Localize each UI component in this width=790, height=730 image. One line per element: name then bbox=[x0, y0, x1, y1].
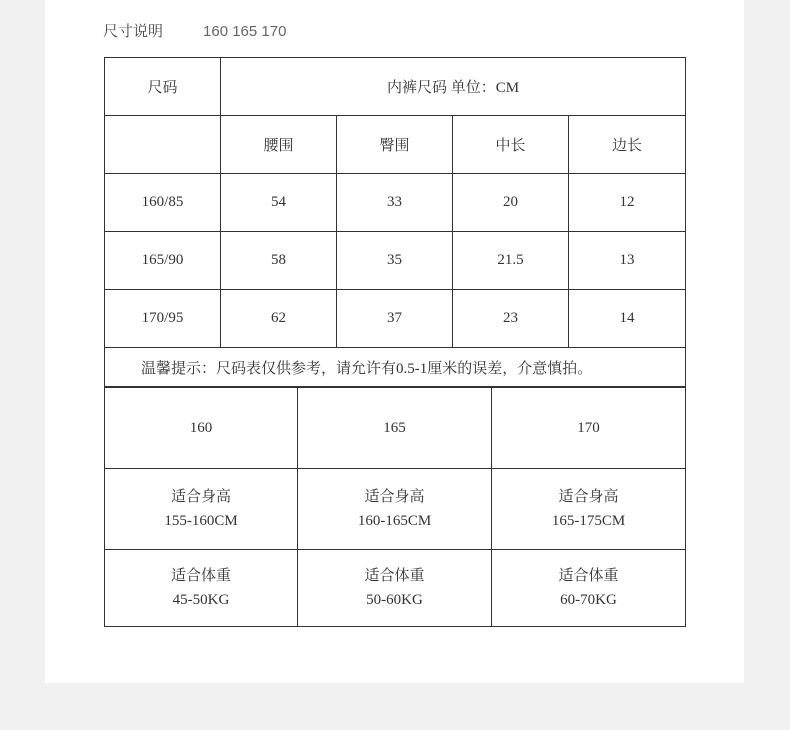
value-cell: 14 bbox=[569, 290, 686, 348]
height-label: 适合身高 bbox=[558, 489, 619, 505]
fit-weight-cell bbox=[492, 550, 686, 627]
header-title: 尺寸说明 bbox=[103, 23, 164, 40]
column-header: 臀围 bbox=[337, 116, 453, 174]
table-row bbox=[105, 290, 686, 348]
content-panel bbox=[45, 0, 744, 683]
height-value: 155-160CM bbox=[164, 513, 238, 529]
note-row bbox=[105, 348, 686, 387]
fit-height-cell bbox=[492, 469, 686, 550]
value-cell: 33 bbox=[337, 174, 453, 232]
size-cell: 170/95 bbox=[105, 290, 221, 348]
column-header: 边长 bbox=[569, 116, 686, 174]
code-header-cell: 尺码 bbox=[105, 58, 221, 116]
value-cell: 35 bbox=[337, 232, 453, 290]
weight-label: 适合体重 bbox=[170, 568, 231, 584]
size-header bbox=[103, 20, 286, 40]
fit-height-cell bbox=[105, 469, 298, 550]
column-header: 腰围 bbox=[221, 116, 337, 174]
value-cell: 13 bbox=[569, 232, 686, 290]
size-cell: 165/90 bbox=[105, 232, 221, 290]
size-chart-table bbox=[104, 57, 686, 387]
weight-label: 适合体重 bbox=[558, 568, 619, 584]
fit-size-cell: 170 bbox=[492, 388, 686, 469]
value-cell: 20 bbox=[453, 174, 569, 232]
value-cell: 54 bbox=[221, 174, 337, 232]
fit-height-cell bbox=[298, 469, 492, 550]
fit-table bbox=[104, 387, 686, 627]
value-cell: 58 bbox=[221, 232, 337, 290]
fit-weight-cell bbox=[298, 550, 492, 627]
value-cell: 12 bbox=[569, 174, 686, 232]
height-value: 160-165CM bbox=[357, 513, 432, 529]
height-label: 适合身高 bbox=[364, 489, 425, 505]
table-row bbox=[105, 58, 686, 116]
table-row bbox=[105, 116, 686, 174]
fit-weight-cell bbox=[105, 550, 298, 627]
weight-value: 50-60KG bbox=[366, 592, 423, 608]
fit-size-cell: 165 bbox=[298, 388, 492, 469]
fit-size-cell: 160 bbox=[105, 388, 298, 469]
weight-value: 60-70KG bbox=[560, 592, 617, 608]
height-value: 165-175CM bbox=[551, 513, 626, 529]
height-label: 适合身高 bbox=[170, 489, 231, 505]
value-cell: 62 bbox=[221, 290, 337, 348]
table-row bbox=[105, 388, 686, 469]
size-note: 温馨提示：尺码表仅供参考，请允许有0.5-1厘米的误差，介意慎拍。 bbox=[105, 348, 686, 387]
unit-header-cell: 内裤尺码 单位：CM bbox=[221, 58, 686, 116]
size-cell: 160/85 bbox=[105, 174, 221, 232]
empty-cell bbox=[105, 116, 221, 174]
table-row bbox=[105, 174, 686, 232]
header-sizes: 160 165 170 bbox=[203, 23, 287, 40]
weight-value: 45-50KG bbox=[172, 592, 230, 608]
value-cell: 37 bbox=[337, 290, 453, 348]
column-header: 中长 bbox=[453, 116, 569, 174]
value-cell: 21.5 bbox=[453, 232, 569, 290]
value-cell: 23 bbox=[453, 290, 569, 348]
table-row bbox=[105, 469, 686, 550]
weight-label: 适合体重 bbox=[364, 568, 425, 584]
table-row bbox=[105, 232, 686, 290]
table-row bbox=[105, 550, 686, 627]
